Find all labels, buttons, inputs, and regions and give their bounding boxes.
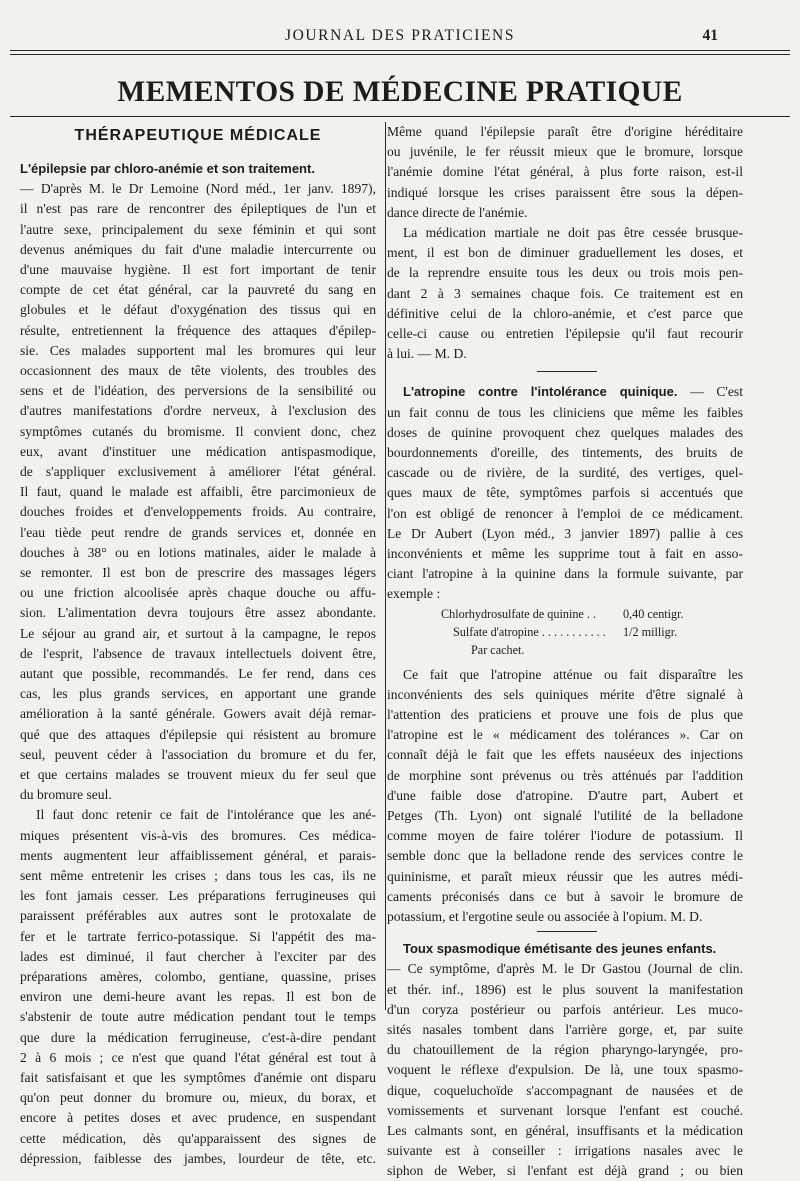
text-line: résulte, entretiennent la fréquence des attaques d'épilep- [20, 322, 376, 338]
text-line: l'on est obligé de renoncer à l'emploi de ce médicament. [387, 505, 743, 521]
text-line: amélioration à la santé générale. Gowers avait déjà remar- [20, 706, 376, 722]
text-line: que dure la médication ferrugineuse, c'est-à-dire pendant [20, 1029, 376, 1045]
text-line: lades est diminué, il faut chercher à l'exciter par des [20, 948, 376, 964]
text-line: du chatouillement de la région pharyngo-laryngée, pro- [387, 1042, 743, 1058]
text-line: Même quand l'épilepsie paraît être d'origine héréditaire [387, 124, 743, 139]
text-line: d'une faible dose d'atropine. D'autre part, Aubert et [387, 787, 743, 803]
text-line: siphon de Weber, si l'enfant est déjà grand ; ou bien [387, 1163, 743, 1179]
text-line: environ une demi-heure avant les repas. Il est bon de [20, 989, 376, 1005]
prescription-row [387, 605, 743, 623]
text-line: à lui. — M. D. [387, 346, 467, 362]
text-line: suivante est à conseiller : irrigations nasales avec le [387, 1143, 743, 1159]
text-line: semble donc que la belladone rende des services contre le [387, 848, 743, 864]
text-line: encore à petites doses et avec prudence, en suspendant [20, 1110, 376, 1126]
text-line: Petges (Th. Lyon) ont signalé l'utilité de la belladone [387, 808, 743, 823]
text-line: caments préconisés dans ce but à savoir le bromure de [387, 888, 743, 904]
text-line: s'abstenir de toute autre médication pendant tout le temps [20, 1009, 376, 1025]
text-line: dépression, faiblesse des jambes, lourdeur de tête, etc. [20, 1150, 376, 1166]
text-line: potassium, et l'ergotine seule ou associée à l'opium. M. D. [387, 909, 703, 924]
text-line: dant 2 à 3 semaines chaque fois. Ce traitement est en [387, 285, 743, 301]
text-line: indiqué lorsque les crises paraissent être sous la dépen- [387, 184, 743, 200]
text-line: doses de quinine provoquent chez quelques malades des [387, 424, 743, 440]
text-line: dance directe de l'anémie. [387, 204, 528, 220]
text-line: l'autre sexe, principalement du sexe féminin et qui sont [20, 221, 376, 237]
text-line: dique, coqueluchoïde s'accompagnant de nausées et de [387, 1082, 743, 1098]
text-line: d'un coryza postérieur ou parfois antérieur. Les muco- [387, 1001, 743, 1017]
text-line: sion. L'alimentation devra toujours être assez abondante. [20, 605, 376, 621]
text-line: du bromure seul. [20, 787, 112, 803]
text-line: douches froides et d'enveloppements froids. Au contraire, [20, 504, 376, 520]
text-line: seul, peuvent céder à l'association du bromure et du fer, [20, 746, 376, 762]
text-line: de s'appliquer exclusivement à améliorer l'état général. [20, 464, 376, 479]
article-lead: L'épilepsie par chloro-anémie et son traitement. [20, 161, 315, 176]
text-line: de la reprendre ensuite tous les deux ou trois mois pen- [387, 265, 743, 281]
text-line: un fait connu de tous les cliniciens que même les faibles [387, 404, 743, 420]
text-line: La médication martiale ne doit pas être cessée brusque- [403, 225, 743, 240]
article-separator [537, 371, 597, 372]
text-line: l'attention des praticiens et prouve une fois de plus que [387, 707, 743, 722]
text-line: les font jamais cesser. Les préparations ferrugineuses qui [20, 888, 376, 904]
text-line: ments augmentent leur affaiblissement général, et parais- [20, 847, 376, 863]
prescription-ingredient: Sulfate d'atropine . . . . . . . . . . . [453, 624, 606, 639]
text-line: l'atropine est le « médicament des tolérances ». Car on [387, 727, 743, 743]
article-lead: L'atropine contre l'intolérance quinique. [403, 384, 678, 400]
text-line: douches à 38° ou en lotions matinales, aider le malade à [20, 544, 376, 560]
text-line [20, 158, 376, 179]
prescription-ingredient: Par cachet. [471, 642, 525, 657]
text-line: bourdonnements d'oreille, des tintements, des bruits de [387, 445, 743, 460]
section-heading: THÉRAPEUTIQUE MÉDICALE [74, 127, 322, 144]
article-separator [537, 931, 597, 932]
text-line [387, 381, 743, 402]
header-rule-thin [10, 54, 790, 55]
text-line: Les calmants sont, en général, insuffisants et la médication [387, 1123, 743, 1138]
prescription-row [387, 623, 743, 641]
text-line: sens et de l'idéation, des perversions de la sensibilité ou [20, 383, 376, 399]
text-line: ou une friction alcoolisée après chaque douche ou affu- [20, 585, 376, 601]
text-line: Le Dr Aubert (Lyon méd., 3 janvier 1897) pallie à ces [387, 525, 743, 541]
article-lead: Toux spasmodique émétisante des jeunes enfants. [403, 941, 717, 957]
text-line: d'une mauvaise hygiène. Il est fort important de tenir [20, 262, 376, 277]
text-line: sent même entretenir les crises ; dans tous les cas, ils ne [20, 868, 376, 883]
text-line: il n'est pas rare de rencontrer des épileptiques de l'un et [20, 201, 376, 217]
text-line: quininisme, et paraît mieux réussir que les autres médi- [387, 868, 743, 884]
text-line: eux, avant d'instituer une médication antispasmodique, [20, 443, 376, 459]
text-line: occasionnent des maux de tête violents, des troubles des [20, 363, 376, 378]
text-line: comme moyen de faire tolérer l'iodure de potassium. Il [387, 828, 743, 844]
text-line: sie. Ces malades supportent mal les bromures qui leur [20, 342, 376, 358]
text-line: vomissements et survenant lorsque l'enfant est couché. [387, 1102, 743, 1118]
text-line: qué que des attaques d'épilepsie qui résistent au bromure [20, 726, 376, 742]
text-line: paraissent préférables aux autres sont le protoxalate de [20, 908, 376, 924]
text-line: celle-ci cause ou entretien l'épilepsie qu'il faut recourir [387, 326, 743, 341]
text-line: qu'on peut donner du bromure ou, mieux, du borax, et [20, 1090, 376, 1106]
text-line: 2 à 6 mois ; ce n'est que quand l'état général est tout à [20, 1049, 376, 1065]
text-line: Ce fait que l'atropine atténue ou fait disparaître les [403, 666, 743, 682]
text-line: l'eau tiède peut rendre de grands services et, donnée en [20, 524, 376, 540]
text-line: inconvénients des sels quiniques mérite d'être signalé à [387, 686, 743, 702]
text-line: se remonter. Il est bon de prescrire des massages légers [20, 565, 376, 580]
running-head [10, 27, 790, 49]
text-line: inconvénients et même les supprime tout à fait en asso- [387, 546, 743, 561]
title-rule [10, 116, 790, 117]
page-number: 41 [702, 27, 718, 44]
text-line: devenus anémiques du fait d'une maladie intercurrente ou [20, 241, 376, 257]
column-divider [385, 122, 386, 1010]
text-line: ciant l'atropine à la quinine dans la formule suivante, par [387, 566, 743, 582]
text-line: voquent le réflexe d'expulsion. De là, une toux spasmo- [387, 1062, 743, 1078]
text-line: d'autres manifestations d'ordre nerveux, à l'exclusion des [20, 403, 376, 419]
text-line: et que certains malades se trouvent mieux du fer seul que [20, 767, 376, 782]
text-line: — D'après M. le Dr Lemoine (Nord méd., 1er janv. 1897), [20, 181, 376, 197]
text-line: symptômes cutanés du bromisme. Il convient donc, chez [20, 423, 376, 439]
text-line: cascade ou de rivière, de la surdité, des vertiges, quel- [387, 465, 743, 481]
text-line: préparations amères, colombo, gentiane, quassine, prises [20, 969, 376, 984]
text-line: miques présentent vis-à-vis des bromures. Ces médica- [20, 827, 376, 843]
text-line: et thér. inf., 1896) est le plus souvent la manifestation [387, 981, 743, 997]
text-line: cette médication, dès qu'apparaissent des signes de [20, 1130, 376, 1146]
page-title: MEMENTOS DE MÉDECINE PRATIQUE [117, 76, 683, 108]
text-line: autant que possible, recommandés. Le fer rend, dans ces [20, 666, 376, 681]
text-line [387, 938, 743, 959]
text-line: ques maux de tête, symptômes parfois si accentués que [387, 485, 743, 501]
prescription-row [387, 641, 743, 659]
text-line: globules et le défaut d'oxygénation des tissus qui en [20, 302, 376, 318]
journal-name: JOURNAL DES PRATICIENS [284, 27, 516, 44]
text-line: fer et le tartrate ferrico-potassique. Si l'appétit des ma- [20, 928, 376, 944]
text-line: cas, les plus grands services, en apportant une grande [20, 686, 376, 702]
prescription-dose: 0,40 centigr. [623, 606, 684, 621]
text-line: définitive celui de la chloro-anémie, et c'est parce que [387, 305, 743, 321]
text-line: compte de cet état général, car la pauvreté du sang en [20, 282, 376, 298]
prescription-ingredient: Chlorhydrosulfate de quinine . . [441, 606, 597, 621]
text-line: connaît déjà le fait que les effets nauséeux des injections [387, 747, 743, 763]
lead-continuation: — C'est [677, 384, 743, 400]
text-line: l'anémie domine l'état général, à plus forte raison, est-il [387, 164, 743, 180]
text-line: de morphine sont prévenus ou très atténués par l'addition [387, 767, 743, 783]
text-line: Il faut donc retenir ce fait de l'intolérance que les ané- [36, 807, 376, 823]
header-rule [10, 50, 790, 51]
prescription-dose: 1/2 milligr. [623, 624, 678, 639]
text-line: de l'esprit, l'absence de travaux intellectuels doivent être, [20, 645, 376, 661]
text-line: fait satisfaisant et que les symptômes d'anémie ont disparu [20, 1070, 376, 1085]
text-line: ou juvénile, le fer réussit mieux que le bromure, lorsque [387, 144, 743, 160]
text-line: ment, il est bon de diminuer graduellement les doses, et [387, 245, 743, 261]
text-line: sités nasales tombent dans l'arrière gorge, et, par suite [387, 1022, 743, 1037]
text-line: Le séjour au grand air, et surtout à la campagne, le repos [20, 625, 376, 641]
text-line: — Ce symptôme, d'après M. le Dr Gastou (Journal de clin. [387, 961, 743, 977]
text-line: Il faut, quand le malade est affaibli, être parcimonieux de [20, 484, 376, 500]
text-line: exemple : [387, 586, 441, 602]
